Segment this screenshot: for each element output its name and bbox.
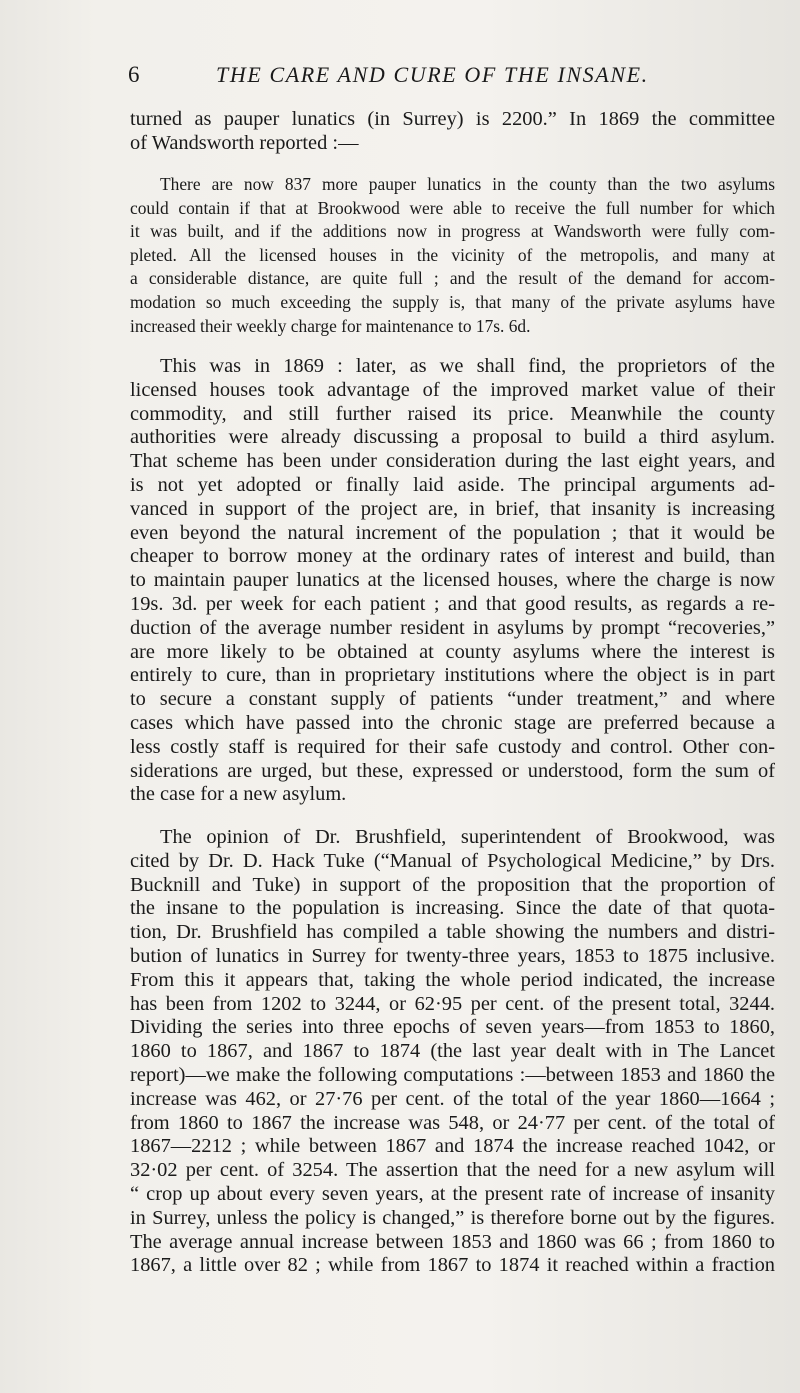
text-line: 1860 to 1867, and 1867 to 1874 (the last year dealt with in The Lancet xyxy=(130,1040,775,1063)
text-line: 1867, a little over 82 ; while from 1867 to 1874 it reached within a fraction xyxy=(130,1254,775,1277)
quote-line: a considerable distance, are quite full ; and the result of the demand for accom- xyxy=(130,268,775,289)
text-line: 19s. 3d. per week for each patient ; and that good results, as regards a re- xyxy=(130,592,775,615)
text-line: 32·02 per cent. of 3254. The assertion that the need for a new asylum will xyxy=(130,1159,775,1182)
opening-lines xyxy=(130,108,775,156)
text-line: Bucknill and Tuke) in support of the proposition that the proportion of xyxy=(130,873,775,896)
running-head xyxy=(128,62,698,94)
text-line: turned as pauper lunatics (in Surrey) is 2200.” In 1869 the committee xyxy=(130,108,775,130)
text-line: has been from 1202 to 3244, or 62·95 per cent. of the present total, 3244. xyxy=(130,992,775,1015)
text-line: cheaper to borrow money at the ordinary rates of interest and build, than xyxy=(130,545,775,568)
text-line: bution of lunatics in Surrey for twenty-three years, 1853 to 1875 inclusive. xyxy=(130,944,775,967)
quote-line: modation so much exceeding the supply is, that many of the private asylums have xyxy=(130,291,775,312)
page-number: 6 xyxy=(128,62,141,87)
text-line: authorities were already discussing a proposal to build a third asylum. xyxy=(130,426,775,449)
paragraph-1 xyxy=(130,355,775,807)
text-line: vanced in support of the project are, in brief, that insanity is increasing xyxy=(130,497,775,520)
text-line: the case for a new asylum. xyxy=(130,783,347,806)
text-line: cases which have passed into the chronic stage are preferred because a xyxy=(130,711,775,734)
text-line: are more likely to be obtained at county asylums where the interest is xyxy=(130,640,775,663)
quote-line: increased their weekly charge for maintenance to 17s. 6d. xyxy=(130,315,531,336)
text-line: even beyond the natural increment of the population ; that it would be xyxy=(130,521,775,544)
text-line: to maintain pauper lunatics at the licensed houses, where the charge is now xyxy=(130,569,775,592)
text-line: duction of the average number resident in asylums by prompt “recoveries,” xyxy=(130,616,775,639)
text-line: Dividing the series into three epochs of seven years—from 1853 to 1860, xyxy=(130,1016,775,1039)
text-line: tion, Dr. Brushfield has compiled a table showing the numbers and distri- xyxy=(130,921,775,944)
text-line: in Surrey, unless the policy is changed,” is therefore borne out by the figures. xyxy=(130,1206,775,1229)
quote-line: pleted. All the licensed houses in the vicinity of the metropolis, and many at xyxy=(130,244,775,265)
text-line: less costly staff is required for their safe custody and control. Other con- xyxy=(130,735,775,758)
block-quote xyxy=(130,173,775,338)
text-line: cited by Dr. D. Hack Tuke (“Manual of Psychological Medicine,” by Drs. xyxy=(130,849,775,872)
text-line: of Wandsworth reported :— xyxy=(130,131,359,154)
quote-line: could contain if that at Brookwood were able to receive the full number for which xyxy=(130,197,775,218)
text-line: commodity, and still further raised its price. Meanwhile the county xyxy=(130,402,775,425)
text-line: is not yet adopted or finally laid aside. The principal arguments ad- xyxy=(130,473,775,496)
quote-line: it was built, and if the additions now in progress at Wandsworth were fully com- xyxy=(130,221,775,242)
running-title: THE CARE AND CURE OF THE INSANE. xyxy=(216,62,649,87)
text-line: from 1860 to 1867 the increase was 548, or 24·77 per cent. of the total of xyxy=(130,1111,775,1134)
paragraph-2 xyxy=(130,826,775,1278)
text-line: the insane to the population is increasing. Since the date of that quota- xyxy=(130,897,775,920)
text-line: entirely to cure, than in proprietary institutions where the object is in part xyxy=(130,664,775,687)
text-line: From this it appears that, taking the whole period indicated, the increase xyxy=(130,968,775,991)
text-line: The average annual increase between 1853 and 1860 was 66 ; from 1860 to xyxy=(130,1230,775,1253)
text-line: increase was 462, or 27·76 per cent. of the total of the year 1860—1664 ; xyxy=(130,1087,775,1110)
text-line: The opinion of Dr. Brushfield, superintendent of Brookwood, was xyxy=(160,826,775,848)
quote-line: There are now 837 more pauper lunatics in the county than the two asylums xyxy=(160,174,775,194)
text-line: licensed houses took advantage of the improved market value of their xyxy=(130,378,775,401)
text-line: This was in 1869 : later, as we shall find, the proprietors of the xyxy=(160,355,775,377)
text-line: to secure a constant supply of patients “under treatment,” and where xyxy=(130,688,775,711)
text-line: siderations are urged, but these, expressed or understood, form the sum of xyxy=(130,759,775,782)
text-line: “ crop up about every seven years, at the present rate of increase of insanity xyxy=(130,1182,775,1205)
text-line: That scheme has been under consideration during the last eight years, and xyxy=(130,450,775,473)
text-line: report)—we make the following computations :—between 1853 and 1860 the xyxy=(130,1063,775,1086)
text-line: 1867—2212 ; while between 1867 and 1874 the increase reached 1042, or xyxy=(130,1135,775,1158)
